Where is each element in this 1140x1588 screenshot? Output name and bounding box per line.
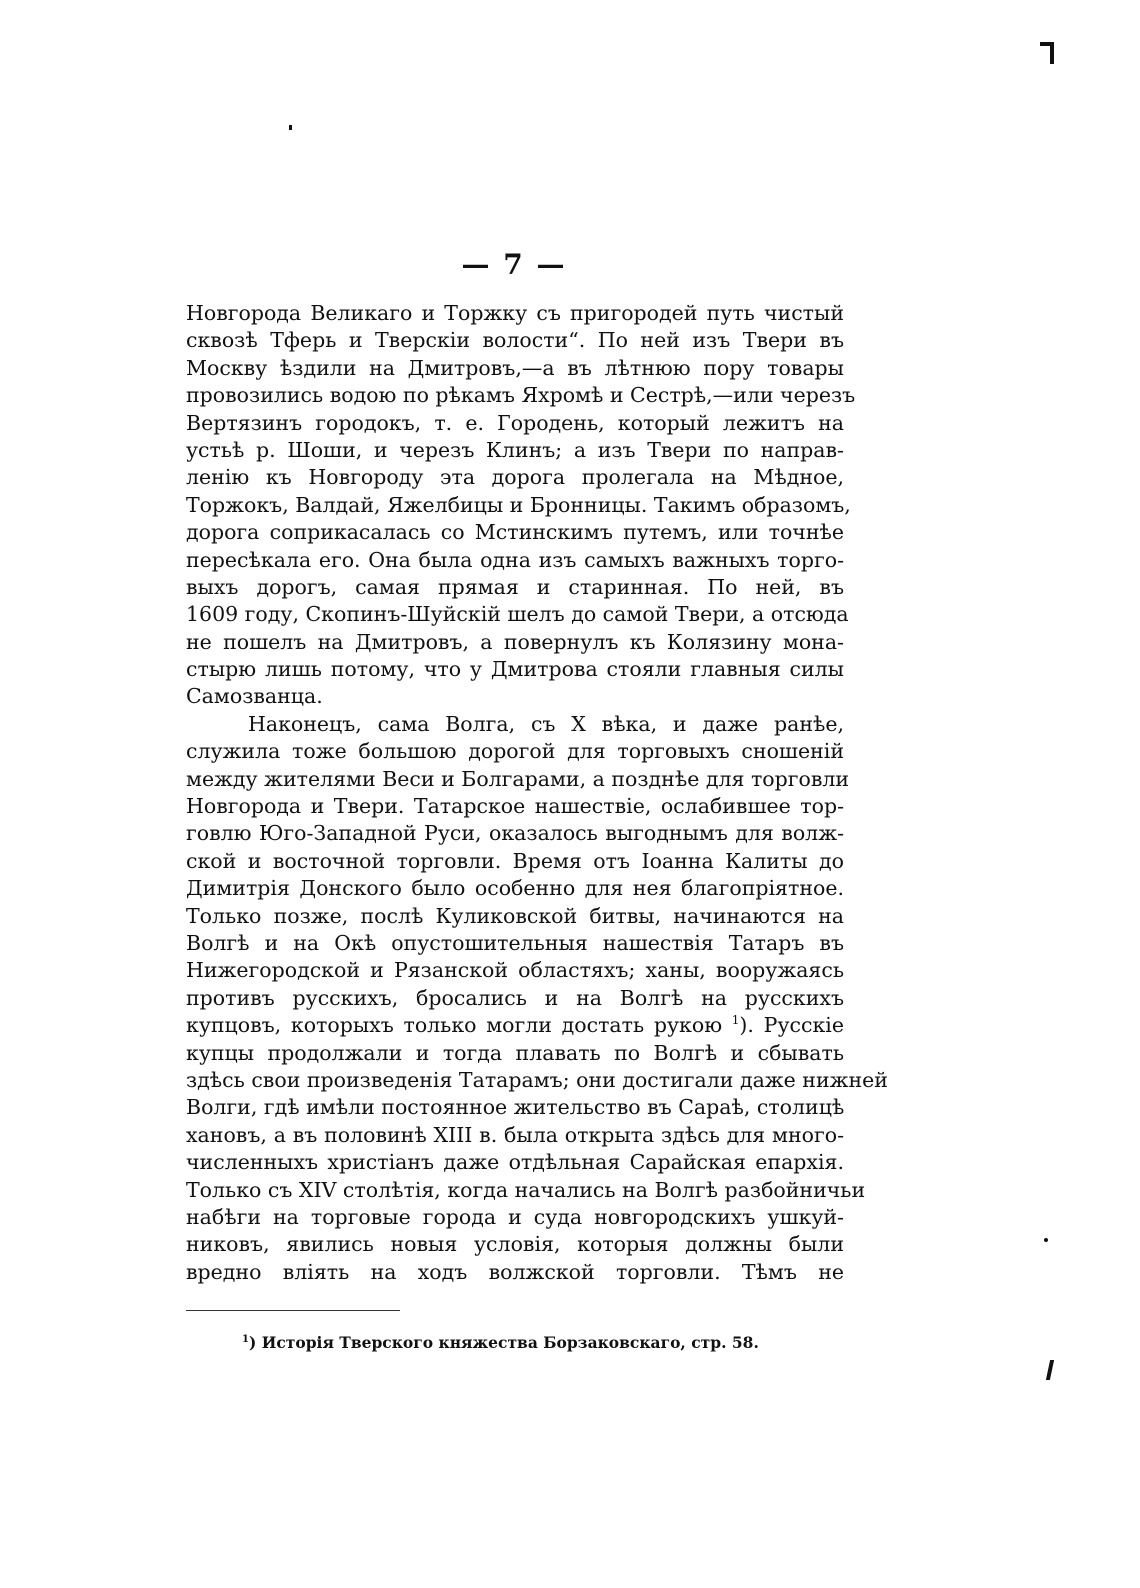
- text-line-with-footnote-ref: [186, 1012, 844, 1039]
- text-line: между жителями Веси и Болгарами, а позднѣе для торговли: [186, 766, 850, 791]
- text-line: Самозванца.: [186, 684, 323, 709]
- scan-artifact-mark: [289, 125, 292, 130]
- text-line: выхъ дорогъ, самая прямая и старинная. По ней, въ: [186, 574, 844, 599]
- text-line: Новгорода и Твери. Татарское нашествіе, ослабившее тор-: [186, 794, 844, 819]
- footnote-text: ) Исторія Тверского княжества Борзаковскаго, стр. 58.: [248, 1333, 759, 1352]
- text-line: хановъ, а въ половинѣ XIII в. была открыта здѣсь для много-: [186, 1122, 844, 1147]
- scan-artifact-mark: [1046, 1360, 1054, 1380]
- text-line: здѣсь свои произведенія Татарамъ; они достигали даже нижней: [186, 1067, 888, 1092]
- scan-artifact-mark: [1050, 42, 1054, 64]
- text-line: ленію къ Новгороду эта дорога пролегала на Мѣдное,: [186, 465, 844, 490]
- text-line: сквозѣ Тферь и Тверскіи волости“. По ней изъ Твери въ: [186, 328, 844, 353]
- text-line: численныхъ христіанъ даже отдѣльная Сарайская епархія.: [186, 1150, 844, 1175]
- text-line: провозились водою по рѣкамъ Яхромѣ и Сестрѣ,—или черезъ: [186, 383, 856, 408]
- text-fragment: ). Русскіе: [739, 1013, 844, 1038]
- text-line: пересѣкала его. Она была одна изъ самыхъ важныхъ торго-: [186, 547, 844, 572]
- text-line: Только позже, послѣ Куликовской битвы, начинаются на: [186, 903, 844, 928]
- text-line: Вертязинъ городокъ, т. е. Городень, который лежитъ на: [186, 410, 844, 435]
- text-line: Волгѣ и на Окѣ опустошительныя нашествія Татаръ въ: [186, 930, 844, 955]
- text-line: 1609 году, Скопинъ-Шуйскій шелъ до самой Твери, а отсюда: [186, 602, 849, 627]
- text-line: купцы продолжали и тогда плавать по Волгѣ и сбывать: [186, 1040, 844, 1065]
- text-line: ской и восточной торговли. Время отъ Іоанна Калиты до: [186, 848, 844, 873]
- text-line: набѣги на торговые города и суда новгородскихъ ушкуй-: [186, 1204, 844, 1229]
- footnote: [242, 1333, 759, 1352]
- page-number: — 7 —: [461, 248, 567, 281]
- text-line: противъ русскихъ, бросались и на Волгѣ на русскихъ: [186, 985, 844, 1010]
- text-line: устьѣ р. Шоши, и черезъ Клинъ; а изъ Твери по направ-: [186, 437, 844, 462]
- text-line: Только съ XIV столѣтія, когда начались на Волгѣ разбойничьи: [186, 1177, 866, 1202]
- text-fragment: купцовъ, которыхъ только могли достать рукою: [186, 1013, 723, 1038]
- text-line: говлю Юго-Западной Руси, оказалось выгоднымъ для волж-: [186, 821, 844, 846]
- footnote-reference[interactable]: 1: [731, 1013, 740, 1028]
- scan-artifact-mark: [1044, 1238, 1048, 1242]
- footnote-divider: [186, 1310, 400, 1311]
- text-line: Москву ѣздили на Дмитровъ,—а въ лѣтнюю пору товары: [186, 355, 844, 380]
- text-line: Волги, гдѣ имѣли постоянное жительство въ Сараѣ, столицѣ: [186, 1095, 845, 1120]
- text-line: служила тоже большою дорогой для торговыхъ сношеній: [186, 739, 844, 764]
- text-line: Новгорода Великаго и Торжку съ пригородей путь чистый: [186, 301, 844, 325]
- text-line: не пошелъ на Дмитровъ, а повернулъ къ Колязину мона-: [186, 629, 844, 654]
- footnote-marker: 1: [242, 1333, 249, 1345]
- text-line: вредно вліять на ходъ волжской торговли. Тѣмъ не: [186, 1259, 844, 1284]
- text-line: Наконецъ, сама Волга, съ X вѣка, и даже ранѣе,: [248, 711, 844, 736]
- text-line: никовъ, явились новыя условія, которыя должны были: [186, 1232, 844, 1257]
- text-line: Нижегородской и Рязанской областяхъ; ханы, вооружаясь: [186, 958, 844, 983]
- text-line: Димитрія Донского было особенно для нея благопріятное.: [186, 876, 844, 901]
- text-line: Торжокъ, Валдай, Яжелбицы и Бронницы. Такимъ образомъ,: [186, 492, 851, 517]
- text-line: стырю лишь потому, что у Дмитрова стояли главныя силы: [186, 657, 844, 682]
- text-line: дорога соприкасалась со Мстинскимъ путемъ, или точнѣе: [186, 520, 844, 545]
- body-text: [186, 300, 888, 1286]
